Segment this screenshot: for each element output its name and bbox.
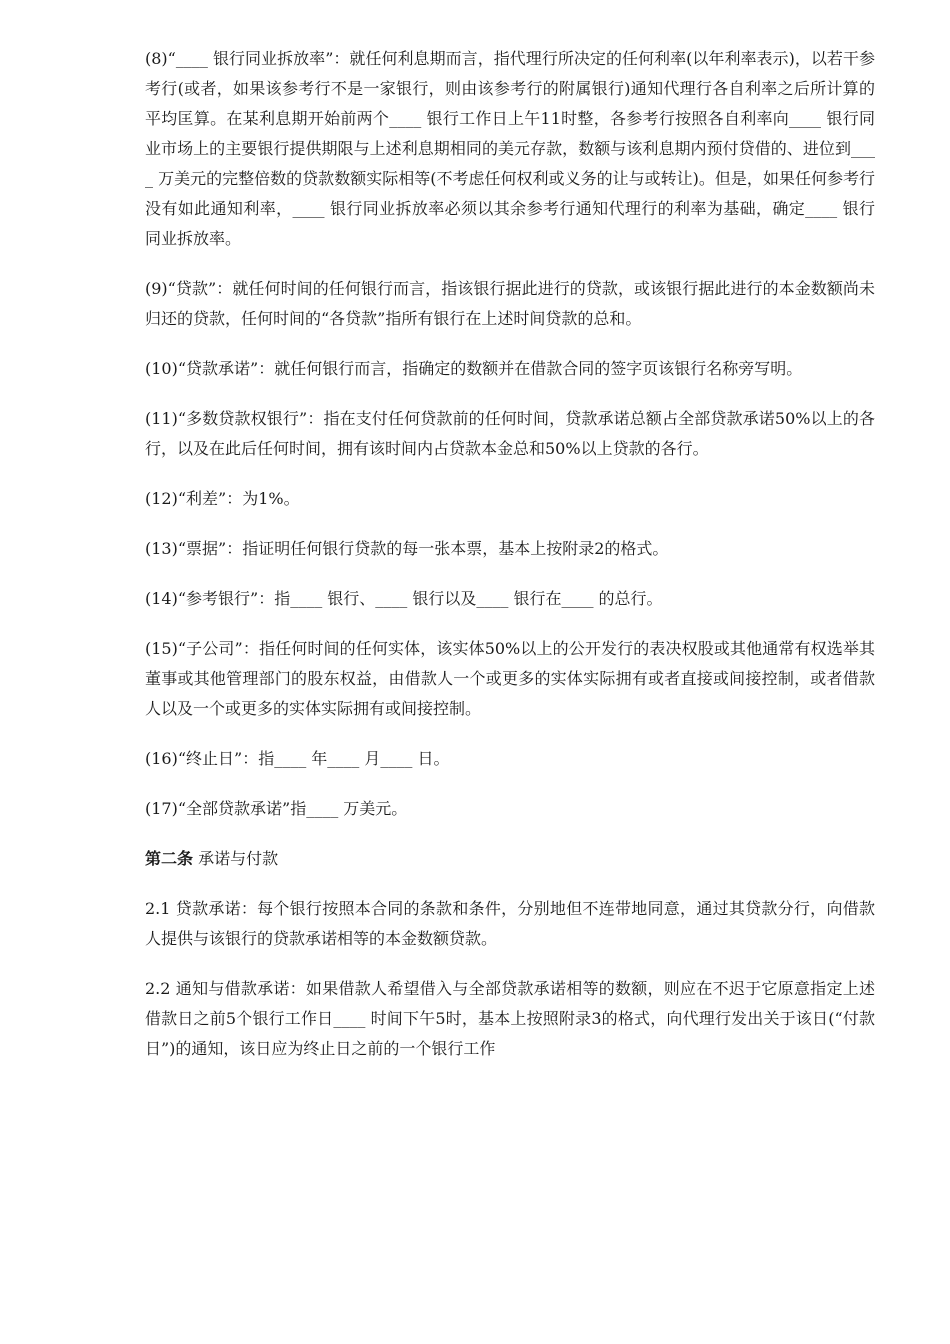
definition-12: (12)“利差”：为1%。 — [145, 489, 300, 508]
definition-17: (17)“全部贷款承诺”指____ 万美元。 — [145, 799, 408, 818]
section-title: 承诺与付款 — [193, 849, 279, 868]
definition-10: (10)“贷款承诺”：就任何银行而言，指确定的数额并在借款合同的签字页该银行名称旁写明。 — [145, 359, 803, 378]
definition-16: (16)“终止日”：指____ 年____ 月____ 日。 — [145, 749, 450, 768]
definition-8: (8)“____ 银行同业拆放率”：就任何利息期而言，指代理行所决定的任何利率(以年利率表示)，以若干参考行(或者，如果该参考行不是一家银行，则由该参考行的附属银行)通知代理行各自利率之后所计算的平均匡算。在某利息期开始前两个____ 银行工作日上午11时整，各参考行按照各自利率向____ 银行同业市场上的主要银行提供期限与上述利息期相同的美元存款，数额与该利息期内预付贷借的、进位到____ 万美元的完整倍数的贷款数额实际相等(不考虑任何权利或义务的让与或转让)。但是，如果任何参考行没有如此通知利率，____ 银行同业拆放率必须以其余参考行通知代理行的利率为基础，确定____ 银行同业拆放率。 — [145, 49, 875, 248]
definition-15: (15)“子公司”：指任何时间的任何实体，该实体50%以上的公开发行的表决权股或其他通常有权选举其董事或其他管理部门的股东权益，由借款人一个或更多的实体实际拥有或者直接或间接控制，或者借款人以及一个或更多的实体实际拥有或间接控制。 — [145, 639, 875, 718]
definition-9: (9)“贷款”：就任何时间的任何银行而言，指该银行据此进行的贷款，或该银行据此进行的本金数额尚未归还的贷款，任何时间的“各贷款”指所有银行在上述时间贷款的总和。 — [145, 279, 875, 328]
definition-14: (14)“参考银行”：指____ 银行、____ 银行以及____ 银行在____ 的总行。 — [145, 589, 663, 608]
section-number: 第二条 — [145, 849, 194, 868]
section-heading — [145, 844, 875, 874]
clause-2-2: 2.2 通知与借款承诺：如果借款人希望借入与全部贷款承诺相等的数额，则应在不迟于它原意指定上述借款日之前5个银行工作日____ 时间下午5时，基本上按照附录3的格式，向代理行发出关于该日(“付款日”)的通知，该日应为终止日之前的一个银行工作 — [145, 979, 875, 1058]
definition-11: (11)“多数贷款权银行”：指在支付任何贷款前的任何时间，贷款承诺总额占全部贷款承诺50%以上的各行，以及在此后任何时间，拥有该时间内占贷款本金总和50%以上贷款的各行。 — [145, 409, 875, 458]
document-body — [145, 44, 875, 1084]
definition-13: (13)“票据”：指证明任何银行贷款的每一张本票，基本上按附录2的格式。 — [145, 539, 669, 558]
clause-2-1: 2.1 贷款承诺：每个银行按照本合同的条款和条件，分别地但不连带地同意，通过其贷款分行，向借款人提供与该银行的贷款承诺相等的本金数额贷款。 — [145, 899, 875, 948]
